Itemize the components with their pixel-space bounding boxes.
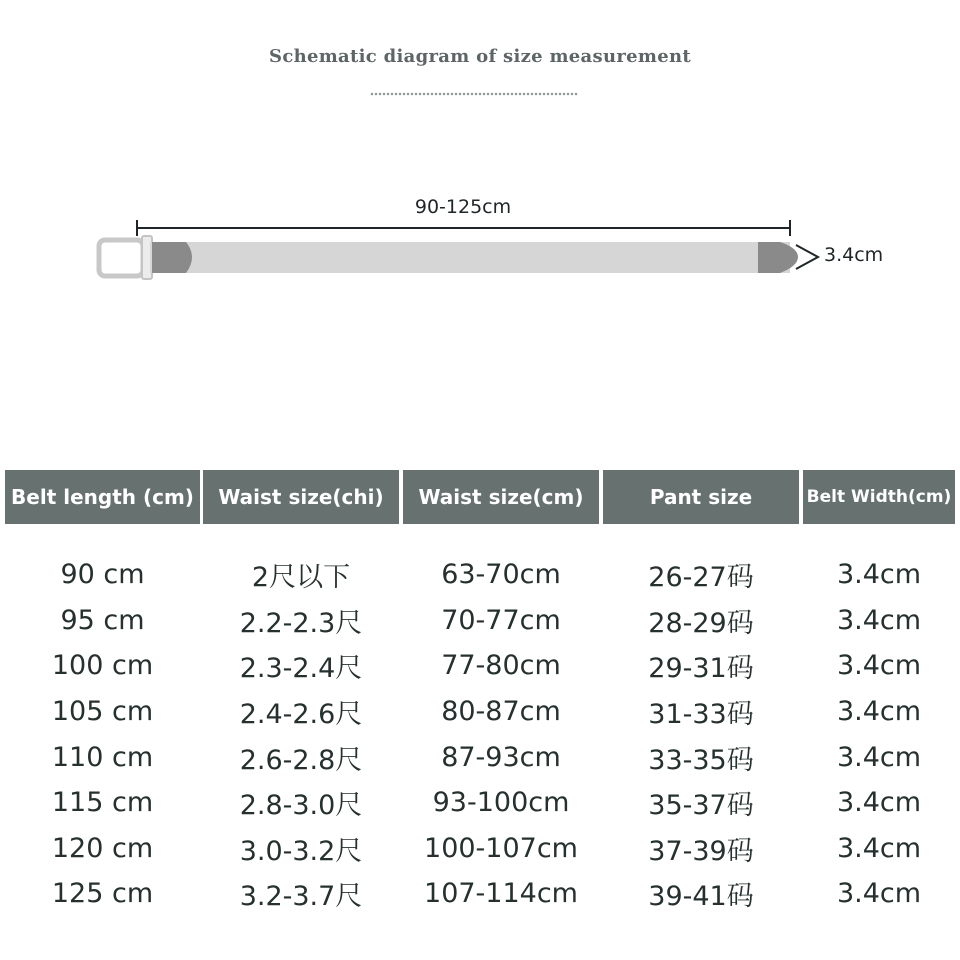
cell-belt-length: 90 cm <box>60 559 145 591</box>
cell-belt-length: 95 cm <box>60 604 145 636</box>
cell-waist-cm: 80-87cm <box>441 696 561 728</box>
table-row <box>5 598 955 644</box>
table-row <box>5 643 955 689</box>
title-underline-divider <box>370 92 578 96</box>
page-title: Schematic diagram of size measurement <box>269 46 691 67</box>
cell-belt-width: 3.4cm <box>836 832 922 864</box>
size-table <box>5 470 955 913</box>
cell-pant-size: 35-37码 <box>648 790 754 822</box>
cell-belt-length: 105 cm <box>51 696 154 728</box>
header-waist-size-cm: Waist size(cm) <box>403 470 599 524</box>
table-row <box>5 780 955 826</box>
cell-waist-chi: 3.2-3.7尺 <box>239 881 363 913</box>
cell-waist-cm: 70-77cm <box>441 604 561 636</box>
table-row <box>5 734 955 780</box>
cell-waist-chi: 2.3-2.4尺 <box>239 653 363 685</box>
cell-pant-size: 29-31码 <box>648 653 754 685</box>
belt-buckle-frame <box>99 240 143 276</box>
header-pant-size: Pant size <box>603 470 799 524</box>
cell-waist-chi: 2.8-3.0尺 <box>239 790 363 822</box>
header-belt-length: Belt length (cm) <box>5 470 200 524</box>
table-row <box>5 689 955 735</box>
belt-strap <box>150 242 790 273</box>
width-chevron-icon <box>796 245 818 269</box>
belt-width-label: 3.4cm <box>824 244 884 266</box>
cell-belt-length: 125 cm <box>51 878 154 910</box>
cell-belt-width: 3.4cm <box>836 559 922 591</box>
belt-tip <box>758 242 798 273</box>
cell-belt-width: 3.4cm <box>836 741 922 773</box>
belt-length-label: 90-125cm <box>414 196 512 218</box>
header-waist-size-chi: Waist size(chi) <box>203 470 399 524</box>
cell-waist-cm: 107-114cm <box>424 878 578 910</box>
table-row <box>5 871 955 917</box>
cell-waist-cm: 93-100cm <box>432 787 570 819</box>
cell-belt-width: 3.4cm <box>836 787 922 819</box>
cell-belt-length: 100 cm <box>51 650 154 682</box>
cell-waist-cm: 63-70cm <box>441 559 561 591</box>
cell-belt-length: 120 cm <box>51 832 154 864</box>
belt-buckle-end <box>152 242 192 273</box>
table-row <box>5 826 955 872</box>
cell-waist-cm: 77-80cm <box>441 650 561 682</box>
cell-waist-chi: 2尺以下 <box>251 562 351 594</box>
table-body <box>5 552 955 917</box>
cell-waist-chi: 2.6-2.8尺 <box>239 744 363 776</box>
cell-pant-size: 28-29码 <box>648 607 754 639</box>
cell-pant-size: 31-33码 <box>648 699 754 731</box>
cell-pant-size: 33-35码 <box>648 744 754 776</box>
cell-pant-size: 37-39码 <box>648 835 754 867</box>
table-header-row <box>5 470 955 524</box>
cell-belt-width: 3.4cm <box>836 878 922 910</box>
cell-pant-size: 39-41码 <box>648 881 754 913</box>
cell-waist-chi: 3.0-3.2尺 <box>239 835 363 867</box>
cell-waist-chi: 2.2-2.3尺 <box>239 607 363 639</box>
cell-waist-cm: 100-107cm <box>424 832 578 864</box>
cell-waist-cm: 87-93cm <box>441 741 561 773</box>
cell-pant-size: 26-27码 <box>648 562 754 594</box>
table-row <box>5 552 955 598</box>
header-belt-width: Belt Width(cm) <box>803 470 955 524</box>
cell-belt-length: 110 cm <box>51 741 154 773</box>
cell-belt-width: 3.4cm <box>836 604 922 636</box>
cell-belt-width: 3.4cm <box>836 696 922 728</box>
cell-belt-width: 3.4cm <box>836 650 922 682</box>
cell-belt-length: 115 cm <box>51 787 154 819</box>
cell-waist-chi: 2.4-2.6尺 <box>239 699 363 731</box>
